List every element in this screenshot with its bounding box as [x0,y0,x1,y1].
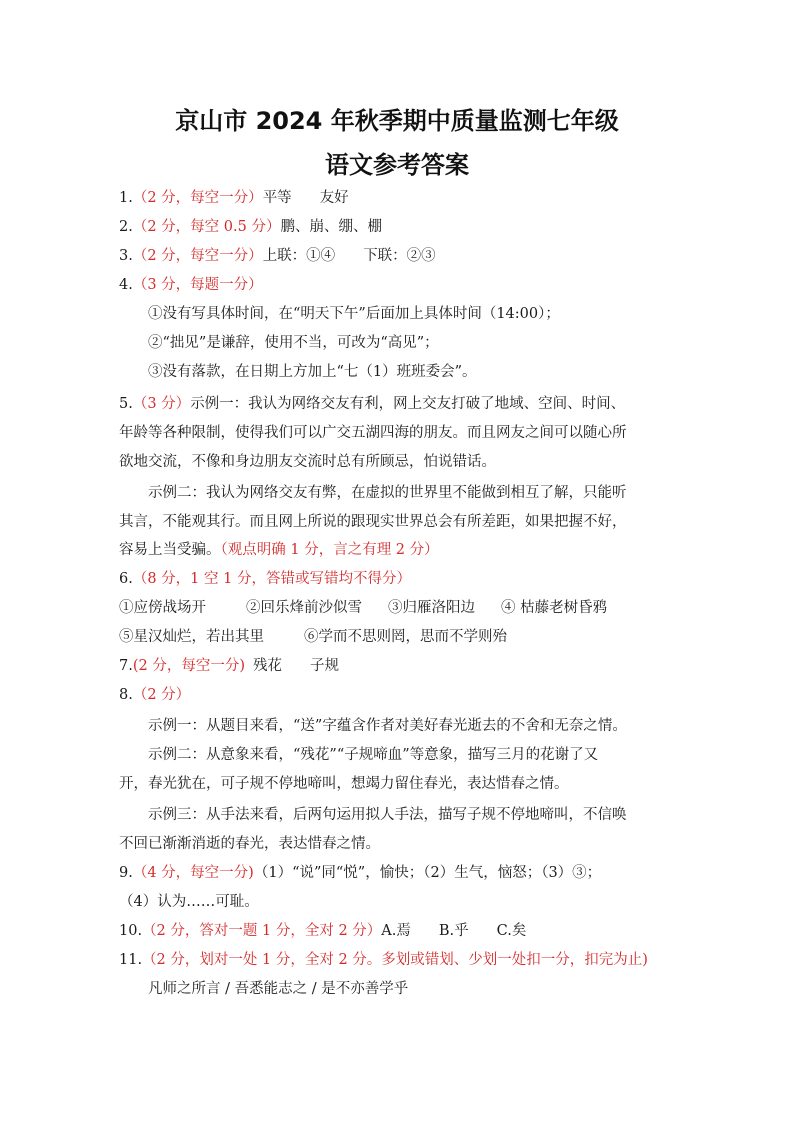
answer-5-line-4: 示例二：我认为网络交友有弊，在虚拟的世界里不能做到相互了解，只能听 [148,485,627,501]
answer-6-row-2 [119,627,507,647]
answer-4 [119,275,263,295]
answer-text: ③归雁洛阳边 [388,600,475,616]
answer-text: 友好 [319,190,349,206]
answer-text: C.矣 [496,923,527,939]
score-note: （8 分，1 空 1 分，答错或写错均不得分） [132,571,411,587]
score-note: （观点明确 1 分，言之有理 2 分） [220,542,439,558]
answer-text: B.乎 [438,923,469,939]
answer-text: 鹏、崩、绷、棚 [280,219,382,235]
answer-5-line-3: 欲地交流，不像和身边朋友交流时总有所顾忌，怕说错话。 [119,454,496,470]
question-number: 3. [119,248,133,264]
answer-text: ⑥学而不思则罔，思而不学则殆 [304,629,507,645]
answer-text: 示例一：我认为网络交友有利，网上交友打破了地域、空间、时间、 [190,396,626,412]
page-title: 京山市 2024 年秋季期中质量监测七年级 [175,107,619,135]
answer-5 [119,394,625,414]
answer-text: 平等 [262,190,292,206]
answer-4-line-2: ②“拙见”是谦辞，使用不当，可改为“高见”； [148,335,439,351]
answer-text: ①应傍战场开 [119,600,206,616]
score-note: （2 分，划对一处 1 分，全对 2 分。多划或错划、少划一处扣一分，扣完为止) [142,952,648,968]
question-number: 11. [119,952,143,968]
answer-7 [119,656,339,676]
question-number: 6. [119,571,133,587]
score-note: （3 分，每题一分） [132,277,263,293]
answer-text: 容易上当受骗。 [119,542,221,558]
score-note: （2 分，每空一分） [132,190,263,206]
answer-2 [119,217,382,237]
answer-text: 上联：①④ [262,248,336,264]
answer-8-line-4: 示例三：从手法来看，后两句运用拟人手法，描写子规不停地啼叫，不信唤 [148,807,627,823]
question-number: 8. [119,687,133,703]
answer-6 [119,569,411,589]
score-note: （2 分，每空一分） [132,248,263,264]
answer-1 [119,188,349,208]
answer-text: ④ 枯藤老树昏鸦 [501,600,608,616]
answer-5-line-5: 其言，不能观其行。而且网上所说的跟现实世界总会有所差距，如果把握不好， [119,514,627,530]
page-subtitle: 语文参考答案 [325,151,469,179]
answer-4-line-3: ③没有落款，在日期上方加上“七（1）班班委会”。 [148,364,477,380]
question-number: 4. [119,277,133,293]
answer-9 [119,863,601,883]
question-number: 5. [119,396,133,412]
answer-11-line-1: 凡师之所言 / 吾悉能志之 / 是不亦善学乎 [148,981,409,997]
question-number: 1. [119,190,133,206]
answer-text: ②回乐烽前沙似雪 [246,600,362,616]
answer-11 [119,950,648,970]
score-note: （3 分） [132,396,191,412]
answer-5-line-6 [119,540,439,560]
answer-8 [119,685,190,705]
question-number: 7. [119,658,133,674]
score-note: （2 分） [132,687,191,703]
answer-8-line-2: 示例二：从意象来看，“残花”“子规啼血”等意象，描写三月的花谢了又 [148,747,599,763]
answer-text: ⑤星汉灿烂，若出其里 [119,629,264,645]
answer-text: 残花 [253,658,282,674]
answer-6-row-1 [119,598,607,618]
answer-9-line-2: （4）认为……可耻。 [119,894,259,910]
question-number: 10. [119,923,143,939]
question-number: 2. [119,219,133,235]
score-note: （2 分，答对一题 1 分，全对 2 分） [142,923,382,939]
score-note: (2 分，每空一分) [132,658,245,674]
answer-8-line-1: 示例一：从题目来看，“送”字蕴含作者对美好春光逝去的不舍和无奈之情。 [148,718,627,734]
answer-10 [119,921,526,941]
answer-4-line-1: ①没有写具体时间，在“明天下午”后面加上具体时间（14:00）； [148,306,560,322]
answer-8-line-3: 开，春光犹在，可子规不停地啼叫，想竭力留住春光，表达惜春之情。 [119,776,569,792]
answer-5-line-2: 年龄等各种限制，使得我们可以广交五湖四海的朋友。而且网友之间可以随心所 [119,425,627,441]
score-note: （2 分，每空 0.5 分） [132,219,281,235]
answer-text: 下联：②③ [363,248,436,264]
answer-8-line-5: 不回已渐渐消逝的春光，表达惜春之情。 [119,836,380,852]
answer-text: 子规 [310,658,339,674]
question-number: 9. [119,865,133,881]
answer-3 [119,246,436,266]
score-note: （4 分，每空一分) [132,865,254,881]
answer-text: （1）“说”同“悦”，愉快；（2）生气，恼怒；（3）③； [253,865,602,881]
answer-text: A.焉 [381,923,411,939]
